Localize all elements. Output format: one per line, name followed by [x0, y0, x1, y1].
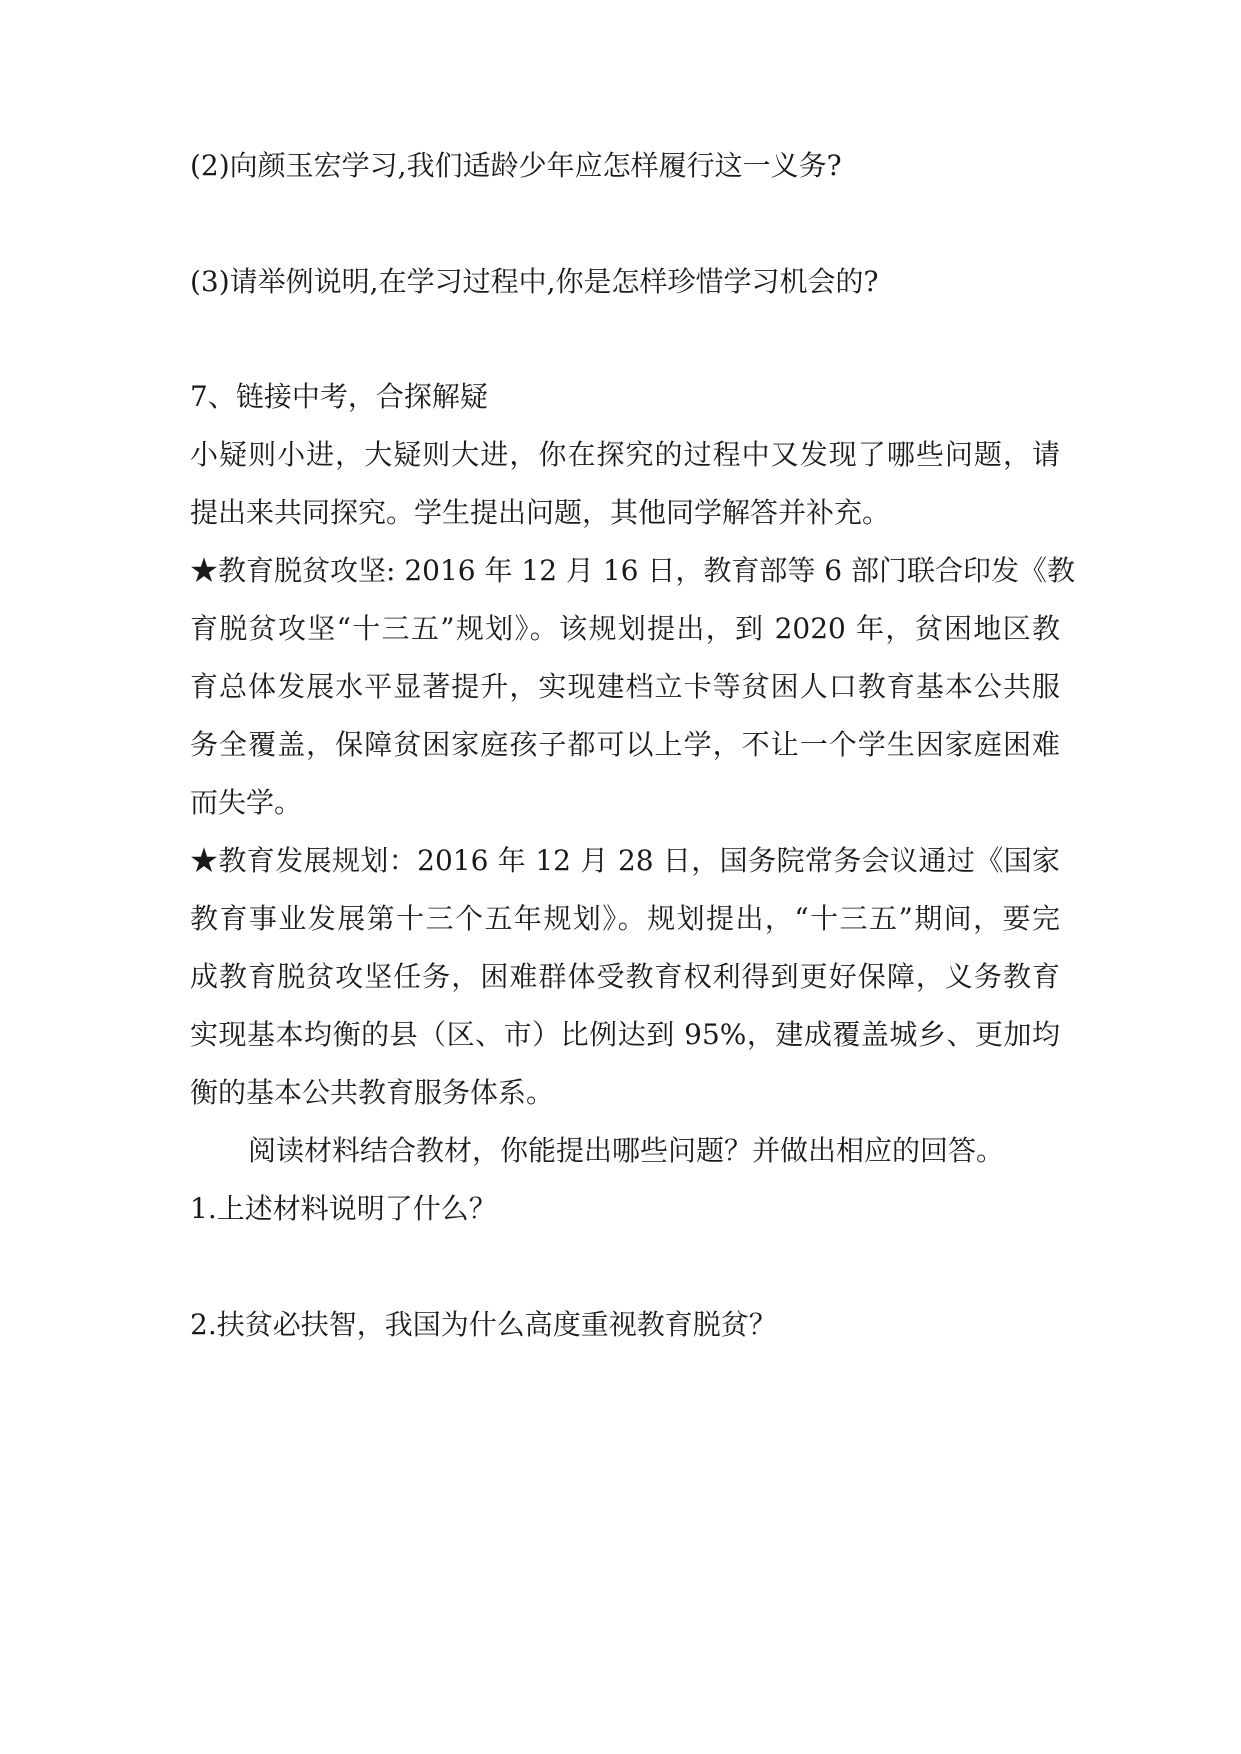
material-2-line: 成教育脱贫攻坚任务，困难群体受教育权利得到更好保障，义务教育	[190, 960, 1060, 993]
question-3: (3)请举例说明,在学习过程中,你是怎样珍惜学习机会的?	[190, 265, 879, 298]
intro-line: 提出来共同探究。学生提出问题，其他同学解答并补充。	[190, 496, 891, 529]
material-1-line: 育总体发展水平显著提升，实现建档立卡等贫困人口教育基本公共服	[190, 670, 1060, 703]
material-1-line: 而失学。	[190, 786, 303, 819]
intro-line: 小疑则小进，大疑则大进，你在探究的过程中又发现了哪些问题，请	[190, 438, 1060, 471]
material-1-line: 育脱贫攻坚“十三五”规划》。该规划提出，到 2020 年，贫困地区教	[190, 612, 1060, 645]
section-7-heading: 7、链接中考，合探解疑	[190, 380, 488, 413]
material-2-line: 衡的基本公共教育服务体系。	[190, 1076, 555, 1109]
material-2-line: 实现基本均衡的县（区、市）比例达到 95%，建成覆盖城乡、更加均	[190, 1018, 1060, 1051]
question-1: 1.上述材料说明了什么？	[190, 1192, 497, 1225]
material-1-line: ★教育脱贫攻坚: 2016 年 12 月 16 日，教育部等 6 部门联合印发《教	[190, 554, 1075, 587]
material-2-line: ★教育发展规划：2016 年 12 月 28 日，国务院常务会议通过《国家	[190, 844, 1060, 877]
question-2-poverty: 2.扶贫必扶智，我国为什么高度重视教育脱贫？	[190, 1308, 777, 1341]
question-2: (2)向颜玉宏学习,我们适龄少年应怎样履行这一义务?	[190, 149, 842, 182]
reading-prompt: 阅读材料结合教材，你能提出哪些问题？并做出相应的回答。	[248, 1134, 1005, 1167]
material-2-line: 教育事业发展第十三个五年规划》。规划提出，“十三五”期间，要完	[190, 902, 1060, 935]
material-1-line: 务全覆盖，保障贫困家庭孩子都可以上学，不让一个学生因家庭困难	[190, 728, 1060, 761]
